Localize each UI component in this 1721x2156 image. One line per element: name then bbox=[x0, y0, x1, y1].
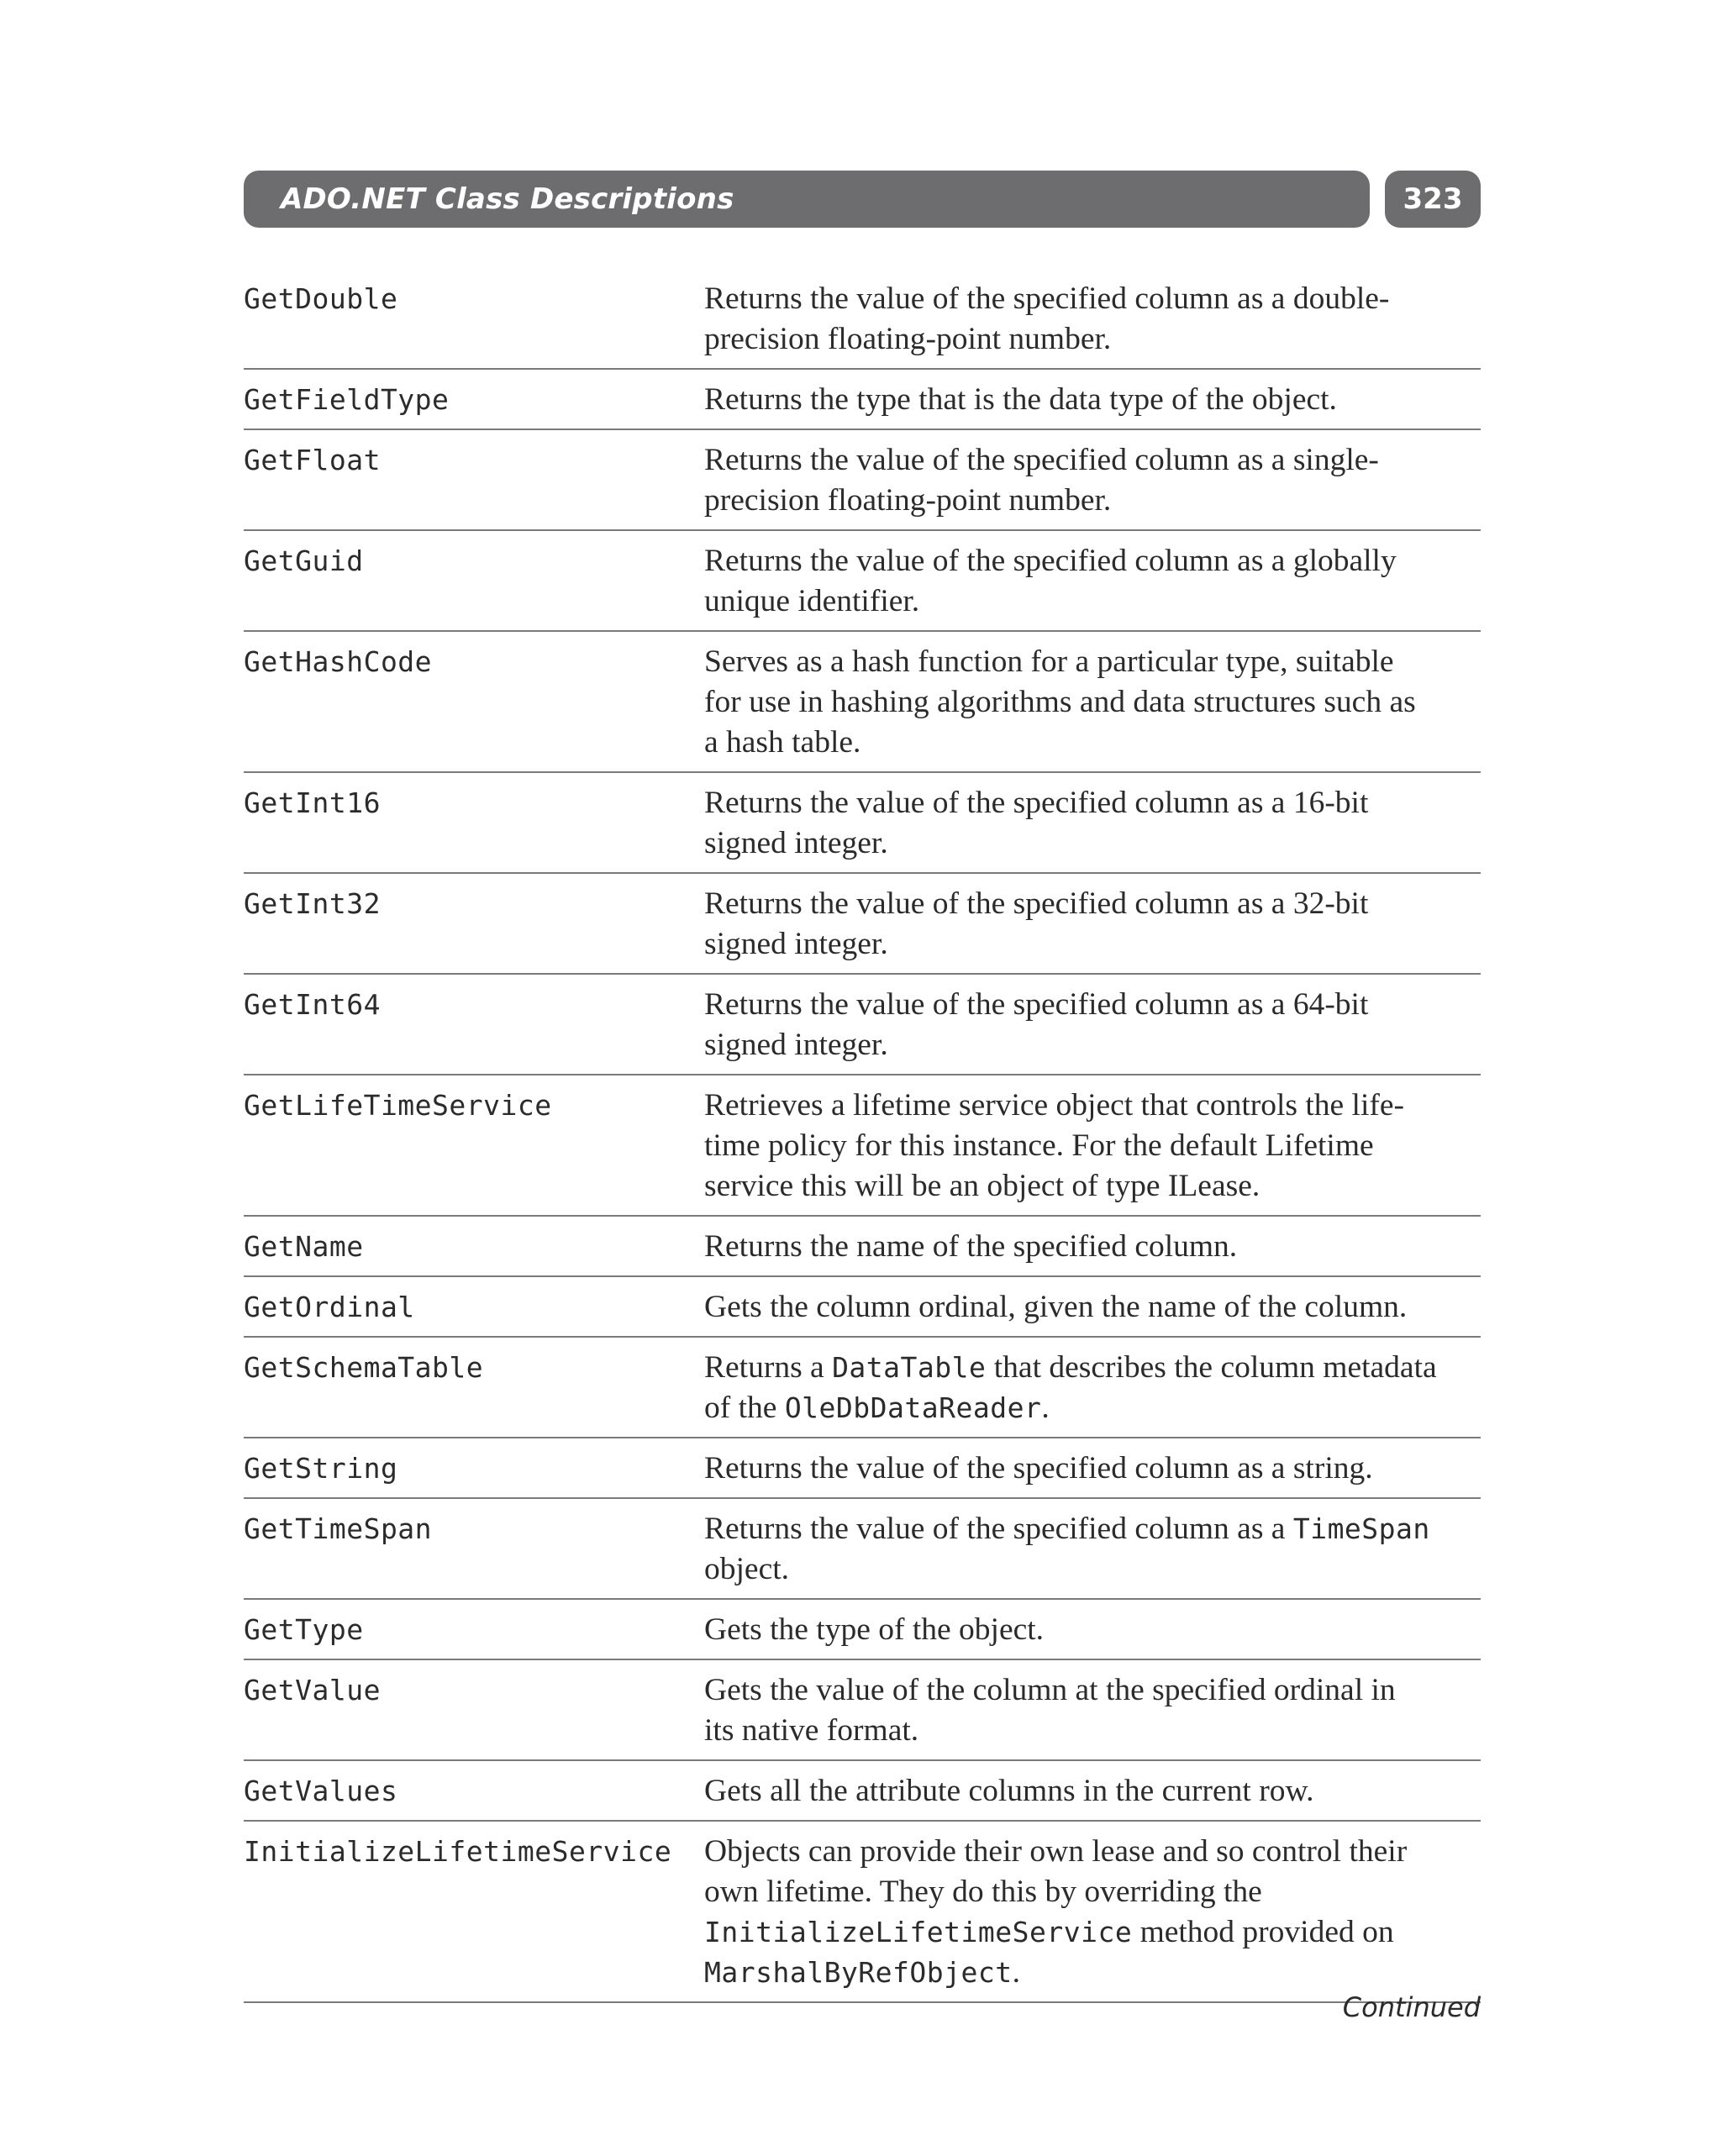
description-line bbox=[704, 1549, 1481, 1590]
description-line bbox=[704, 1388, 1481, 1428]
table-row bbox=[244, 1277, 1481, 1338]
method-name: GetTimeSpan bbox=[244, 1512, 433, 1545]
description-text: Returns the value of the specified column as a bbox=[704, 1512, 1293, 1546]
method-description bbox=[704, 1771, 1481, 1812]
method-description bbox=[704, 440, 1481, 521]
description-text: that describes the column metadata bbox=[986, 1350, 1437, 1385]
description-line: a hash table. bbox=[704, 725, 861, 760]
table-row bbox=[244, 874, 1481, 975]
inline-code: TimeSpan bbox=[1292, 1512, 1430, 1545]
description-text: of the bbox=[704, 1391, 785, 1425]
description-text: Returns a bbox=[704, 1350, 833, 1385]
description-line: Returns the value of the specified column as a double- bbox=[704, 281, 1390, 316]
description-line: Returns the value of the specified column as a globally bbox=[704, 544, 1397, 578]
table-row bbox=[244, 975, 1481, 1075]
inline-code: OleDbDataReader bbox=[784, 1391, 1042, 1424]
method-name: GetOrdinal bbox=[244, 1291, 415, 1323]
method-description bbox=[704, 380, 1481, 420]
method-description bbox=[704, 1509, 1481, 1590]
method-description bbox=[704, 1832, 1481, 1993]
description-text: method provided on bbox=[1132, 1915, 1394, 1949]
description-line: Returns the value of the specified column as a 64-bit bbox=[704, 987, 1369, 1022]
continued-note: Continued bbox=[1342, 1991, 1481, 2023]
table-row bbox=[244, 1438, 1481, 1499]
table-row bbox=[244, 1660, 1481, 1761]
method-description bbox=[704, 783, 1481, 864]
table-row bbox=[244, 1075, 1481, 1217]
method-name: GetString bbox=[244, 1452, 398, 1485]
description-line: unique identifier. bbox=[704, 584, 920, 618]
description-text: . bbox=[1012, 1955, 1020, 1990]
method-name: GetSchemaTable bbox=[244, 1351, 484, 1384]
description-line: Returns the value of the specified column as a string. bbox=[704, 1451, 1373, 1486]
inline-code: InitializeLifetimeService bbox=[704, 1916, 1133, 1948]
inline-code: MarshalByRefObject bbox=[704, 1956, 1013, 1989]
description-line: Gets the type of the object. bbox=[704, 1612, 1045, 1647]
description-line: Gets the column ordinal, given the name of the column. bbox=[704, 1290, 1408, 1324]
description-line bbox=[704, 1832, 1481, 1872]
method-description bbox=[704, 1086, 1481, 1207]
table-row bbox=[244, 279, 1481, 370]
method-name: GetName bbox=[244, 1230, 364, 1263]
running-header bbox=[244, 171, 1370, 228]
description-line: signed integer. bbox=[704, 1028, 888, 1062]
description-line bbox=[704, 1953, 1481, 1993]
description-line: Gets the value of the column at the specified ordinal in bbox=[704, 1673, 1396, 1707]
table-row bbox=[244, 1600, 1481, 1660]
description-line: service this will be an object of type ILease. bbox=[704, 1169, 1260, 1203]
table-row bbox=[244, 1338, 1481, 1438]
method-name: GetGuid bbox=[244, 544, 364, 577]
method-description bbox=[704, 985, 1481, 1065]
description-line: time policy for this instance. For the default Lifetime bbox=[704, 1128, 1374, 1163]
method-description bbox=[704, 541, 1481, 622]
table-row bbox=[244, 370, 1481, 430]
description-line: signed integer. bbox=[704, 826, 888, 860]
method-name: GetInt16 bbox=[244, 786, 381, 819]
method-description bbox=[704, 1348, 1481, 1428]
description-text: Objects can provide their own lease and so control their bbox=[704, 1834, 1408, 1869]
description-line: signed integer. bbox=[704, 927, 888, 961]
method-description bbox=[704, 1449, 1481, 1489]
page-number-badge bbox=[1385, 171, 1481, 228]
method-name: GetValue bbox=[244, 1674, 381, 1706]
method-description bbox=[704, 884, 1481, 965]
description-text: own lifetime. They do this by overriding the bbox=[704, 1875, 1262, 1909]
method-name: GetInt32 bbox=[244, 887, 381, 920]
description-line: Returns the value of the specified column as a 16-bit bbox=[704, 786, 1369, 820]
method-name: GetValues bbox=[244, 1775, 398, 1807]
header-title: ADO.NET Class Descriptions bbox=[281, 182, 734, 216]
description-line bbox=[704, 1872, 1481, 1912]
description-line: Returns the value of the specified column as a 32-bit bbox=[704, 886, 1369, 921]
method-name: InitializeLifetimeService bbox=[244, 1835, 672, 1868]
table-row bbox=[244, 1499, 1481, 1600]
method-name: GetDouble bbox=[244, 282, 398, 315]
description-line: precision floating-point number. bbox=[704, 322, 1112, 356]
method-description bbox=[704, 642, 1481, 763]
method-description bbox=[704, 1610, 1481, 1650]
method-table bbox=[244, 279, 1481, 2003]
description-text: . bbox=[1041, 1391, 1050, 1425]
table-row bbox=[244, 430, 1481, 531]
table-row bbox=[244, 1761, 1481, 1822]
description-line: Retrieves a lifetime service object that controls the life- bbox=[704, 1088, 1405, 1123]
method-description bbox=[704, 279, 1481, 360]
description-line bbox=[704, 1348, 1481, 1388]
table-row bbox=[244, 1217, 1481, 1277]
table-row bbox=[244, 632, 1481, 773]
method-name: GetHashCode bbox=[244, 645, 433, 678]
method-name: GetLifeTimeService bbox=[244, 1089, 552, 1122]
description-line: Returns the value of the specified column as a single- bbox=[704, 443, 1379, 477]
method-description bbox=[704, 1227, 1481, 1267]
description-line: Returns the type that is the data type of the object. bbox=[704, 382, 1337, 417]
inline-code: DataTable bbox=[832, 1351, 987, 1384]
description-text: object. bbox=[704, 1552, 790, 1586]
description-line: for use in hashing algorithms and data structures such as bbox=[704, 685, 1416, 719]
method-name: GetInt64 bbox=[244, 988, 381, 1021]
table-row bbox=[244, 773, 1481, 874]
description-line: precision floating-point number. bbox=[704, 483, 1112, 518]
method-description bbox=[704, 1670, 1481, 1751]
method-description bbox=[704, 1287, 1481, 1328]
method-name: GetFloat bbox=[244, 444, 381, 476]
description-line: its native format. bbox=[704, 1713, 919, 1748]
table-row bbox=[244, 531, 1481, 632]
page-number: 323 bbox=[1403, 182, 1463, 216]
description-line: Returns the name of the specified column. bbox=[704, 1229, 1238, 1264]
description-line bbox=[704, 1509, 1481, 1549]
description-line: Gets all the attribute columns in the current row. bbox=[704, 1774, 1314, 1808]
method-name: GetFieldType bbox=[244, 383, 450, 416]
description-line: Serves as a hash function for a particular type, suitable bbox=[704, 644, 1394, 679]
table-row bbox=[244, 1822, 1481, 2003]
method-name: GetType bbox=[244, 1613, 364, 1646]
description-line bbox=[704, 1912, 1481, 1953]
